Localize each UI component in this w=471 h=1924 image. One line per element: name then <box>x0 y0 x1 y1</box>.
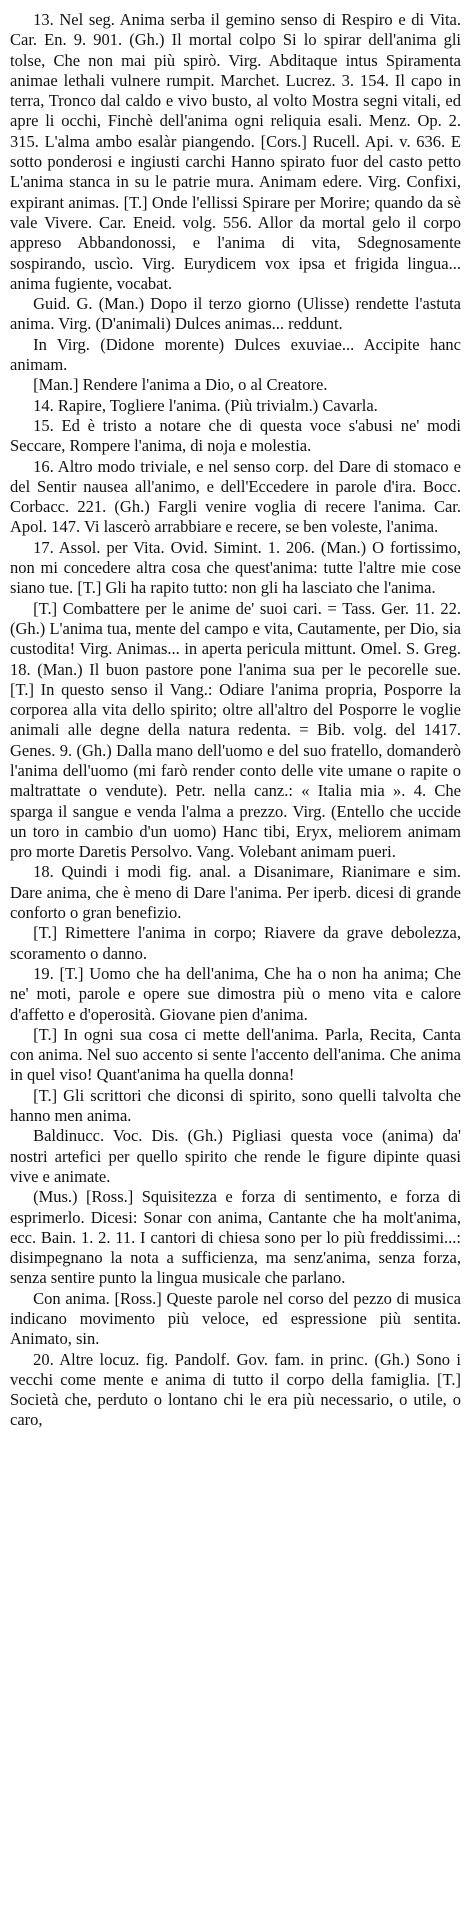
sense-19-con-anima-paragraph: Con anima. [Ross.] Queste parole nel corso del pezzo di musica indicano movimento più veloce, ed espressione più sentita. Animato, sin. <box>10 1288 461 1349</box>
sense-13-paragraph: 13. Nel seg. Anima serba il gemino senso di Respiro e di Vita. Car. En. 9. 901. (Gh.) Il mortal colpo Si lo spirar dell'anima gli tolse, Che non mai più spirò. Virg. Abditaque intus Spiramenta animae lethali vulnere rumpit. Marchet. Lucrez. 3. 154. Il capo in terra, Tronco dal caldo e vivo busto, al volto Mostra segni vitali, ed apre li occhi, Finchè dell'anima ogni reliquia esali. Menz. Op. 2. 315. L'alma ambo esalàr piangendo. [Cors.] Rucell. Api. v. 636. E sotto ponderosi e ingiusti carchi Hanno spirato fuor del casto petto L'anima stanca in su le patrie mura. Animam edere. Virg. Confixi, expirant animas. [T.] Onde l'ellissi Spirare per Morire; quando da sè vale Vivere. Car. Eneid. volg. 556. Allor da mortal gelo il corpo appreso Abbandonossi, e l'anima di vita, Sdegnosamente sospirando, uscìo. Virg. Eurydicem vox ipsa et frigida lingua... anima fugiente, vocabat. <box>10 10 461 293</box>
sense-16-paragraph: 16. Altro modo triviale, e nel senso corp. del Dare di stomaco e del Sentir nausea all'animo, e dell'Eccedere in parole d'ira. Bocc. Corbacc. 221. (Gh.) Fargli venire voglia di recere l'anima. Car. Apol. 147. Vi lascerò arrabbiare e recere, se ben voleste, l'anima. <box>10 456 461 537</box>
sense-19-ogni-cosa-paragraph: [T.] In ogni sua cosa ci mette dell'anima. Parla, Recita, Canta con anima. Nel suo accento si sente l'accento dell'anima. Che anima in quel viso! Quant'anima ha quella donna! <box>10 1024 461 1085</box>
sense-13-man-paragraph: [Man.] Rendere l'anima a Dio, o al Creatore. <box>33 375 328 395</box>
sense-15-paragraph: 15. Ed è tristo a notare che di questa voce s'abusi ne' modi Seccare, Rompere l'anima, di noja e molestia. <box>10 415 461 456</box>
dictionary-column <box>10 0 461 1431</box>
sense-19-baldinucc-paragraph: Baldinucc. Voc. Dis. (Gh.) Pigliasi questa voce (anima) da' nostri artefici per quello spirito che rende le figure dipinte quasi vive e animate. <box>10 1126 461 1186</box>
sense-17-paragraph: 17. Assol. per Vita. Ovid. Simint. 1. 206. (Man.) O fortissimo, non mi concedere altra cosa che quest'anima: tutte l'altre mie cose siano tue. [T.] Gli ha rapito tutto: non gli ha lasciato che l'anima. <box>10 537 461 598</box>
sense-18-rimettere-paragraph: [T.] Rimettere l'anima in corpo; Riavere da grave debolezza, scoramento o danno. <box>10 923 461 963</box>
sense-13-virg-paragraph: In Virg. (Didone morente) Dulces exuviae... Accipite hanc animam. <box>10 334 461 375</box>
sense-19-mus-paragraph: (Mus.) [Ross.] Squisitezza e forza di sentimento, e forza di esprimerlo. Dicesi: Sonar con anima, Cantante che ha molt'anima, ecc. Bain. 1. 2. 11. I cantori di chiesa sono per lo più freddissimi...: disimpegnano la nota a sufficienza, ma senz'anima, senza forza, senza sentire punto la lingua musicale che parlano. <box>10 1187 461 1288</box>
sense-19-paragraph: 19. [T.] Uomo che ha dell'anima, Che ha o non ha anima; Che ne' moti, parole e opere sue dimostra più o meno vita e calore d'affetto e d'operosità. Giovane pien d'anima. <box>10 963 461 1024</box>
sense-19-scrittori-paragraph: [T.] Gli scrittori che diconsi di spirito, sono quelli talvolta che hanno men anima. <box>10 1085 461 1126</box>
sense-18-paragraph: 18. Quindi i modi fig. anal. a Disanimare, Rianimare e sim. Dare anima, che è meno di Dare l'anima. Per iperb. dicesi di grande conforto o gran benefizio. <box>10 862 461 923</box>
sense-20-paragraph: 20. Altre locuz. fig. Pandolf. Gov. fam. in princ. (Gh.) Sono i vecchi come mente e anima di tutto il corpo della famiglia. [T.] Società che, perduto o lontano chi le era più necessario, o utile, o caro, <box>10 1349 461 1430</box>
sense-17-combattere-paragraph: [T.] Combattere per le anime de' suoi cari. = Tass. Ger. 11. 22. (Gh.) L'anima tua, mente del campo e vita, Cautamente, per Dio, sia custodita! Virg. Animas... in aperta pericula mittunt. Omel. S. Greg. 18. (Man.) Il buon pastore pone l'anima sua per le pecorelle sue. [T.] In questo senso il Vang.: Odiare l'anima propria, Posporre la corporea alla vita dello spirito; oltre all'altro del Posporre le voglie animali alle degne della natura redenta. = Bib. volg. del 1417. Genes. 9. (Gh.) Dalla mano dell'uomo e del suo fratello, domanderò l'anima dell'uomo (mi farò render conto delle vite umane o rapite o maltrattate o vendute). Petr. nella canz.: « Italia mia ». 4. Che sparga il sangue e venda l'alma a prezzo. Virg. (Entello che uccide un toro in cambio d'un uomo) Hanc tibi, Eryx, meliorem animam pro morte Daretis Persolvo. Vang. Volebant animam pueri. <box>10 598 461 862</box>
sense-14-paragraph: 14. Rapire, Togliere l'anima. (Più trivialm.) Cavarla. <box>33 395 378 415</box>
sense-13-guid-paragraph: Guid. G. (Man.) Dopo il terzo giorno (Ulisse) rendette l'astuta anima. Virg. (D'animali) Dulces animas... reddunt. <box>10 294 461 334</box>
